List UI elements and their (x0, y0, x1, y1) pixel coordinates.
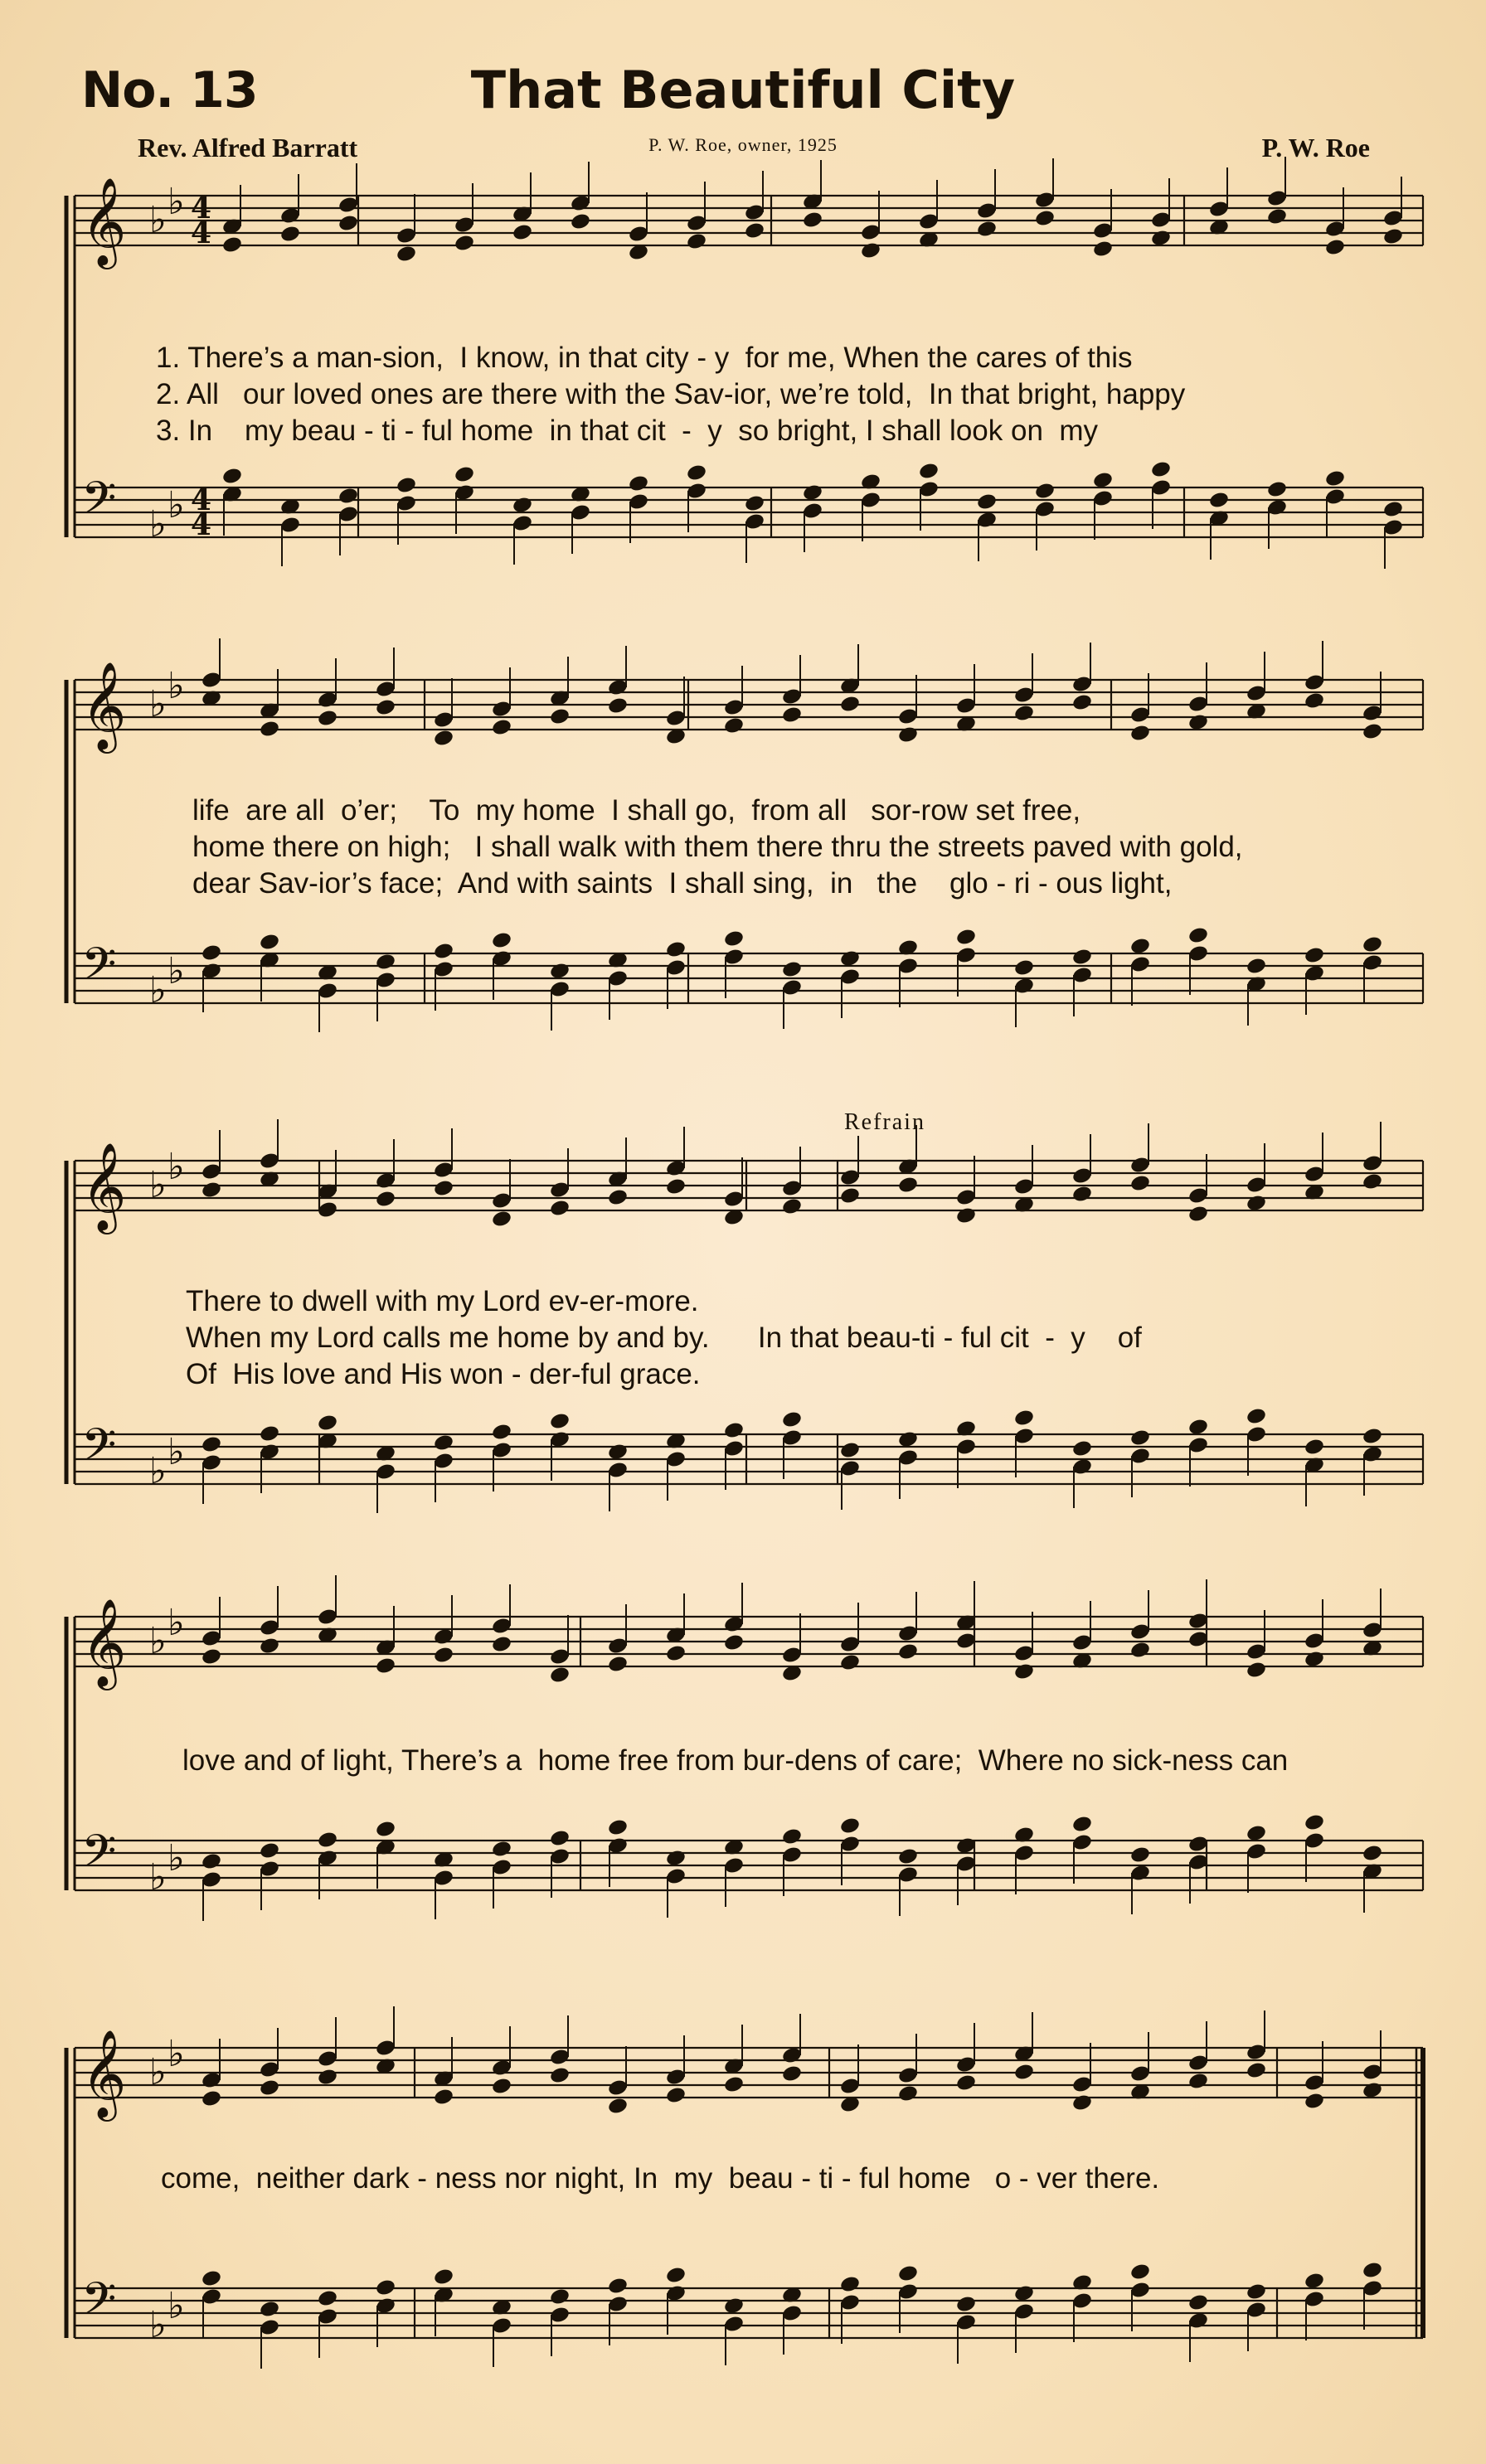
note-head (1246, 2282, 1267, 2302)
note-head (1129, 1174, 1151, 1193)
note-head (1362, 1427, 1383, 1446)
flat-icon: ♭ (149, 1450, 167, 1492)
note-head (744, 494, 765, 513)
note-head (259, 720, 280, 739)
note-head (1187, 713, 1209, 732)
note-head (375, 953, 396, 972)
note-head (665, 1177, 687, 1196)
lyric-line: life are all o’er; To my home I shall go, from all sor-row set free, (192, 794, 1081, 827)
note-head (1246, 1824, 1267, 1843)
note-head (1266, 207, 1288, 226)
note-head (802, 483, 823, 502)
note-head (221, 467, 243, 486)
note-head (549, 2066, 571, 2085)
note-head (1071, 2093, 1093, 2112)
flat-icon: ♭ (168, 484, 185, 526)
bass-clef-icon: 𝄢 (81, 2272, 117, 2336)
time-signature: 4 (191, 216, 212, 250)
note-head (317, 2289, 338, 2308)
note-head (491, 1840, 512, 1859)
flat-icon: ♭ (168, 1146, 185, 1188)
note-head (1034, 482, 1056, 501)
note-head (723, 716, 745, 735)
note-head (1071, 1439, 1093, 1458)
note-head (1246, 1661, 1267, 1680)
note-head (839, 1186, 861, 1205)
note-head (317, 709, 338, 728)
note-head (723, 929, 745, 948)
note-head (1304, 2272, 1325, 2291)
note-head (549, 1666, 571, 1685)
flat-icon: ♭ (168, 1431, 185, 1473)
note-head (1382, 227, 1404, 246)
note-head (781, 960, 803, 979)
note-head (781, 1827, 803, 1846)
note-head (1362, 1172, 1383, 1191)
note-head (201, 2269, 222, 2288)
flat-icon: ♭ (149, 2304, 167, 2346)
note-head (375, 1656, 396, 1676)
note-head (1187, 1205, 1209, 1224)
note-head (897, 725, 919, 745)
bass-clef-icon: 𝄢 (81, 472, 117, 536)
note-head (259, 2078, 280, 2098)
note-head (1013, 2284, 1035, 2303)
note-head (918, 462, 940, 481)
flat-icon: ♭ (168, 1837, 185, 1880)
note-head (259, 1637, 280, 1656)
note-head (570, 212, 591, 231)
flat-icon: ♭ (149, 683, 167, 725)
note-head (1304, 946, 1325, 965)
note-head (259, 933, 280, 952)
note-head (1187, 1418, 1209, 1437)
note-head (607, 1818, 629, 1837)
note-head (491, 1635, 512, 1654)
note-head (549, 962, 571, 981)
note-head (375, 1190, 396, 1209)
note-head (686, 232, 707, 251)
note-head (1324, 238, 1346, 257)
note-head (723, 1633, 745, 1652)
note-head (1362, 935, 1383, 954)
note-head (897, 1430, 919, 1449)
note-head (897, 1847, 919, 1866)
lyric-line: 1. There’s a man-sion, I know, in that city - y for me, When the cares of this (156, 342, 1133, 374)
note-head (607, 696, 629, 715)
note-head (375, 698, 396, 717)
note-head (1071, 1185, 1093, 1204)
note-head (665, 1644, 687, 1663)
note-head (1362, 1844, 1383, 1863)
note-head (1187, 926, 1209, 945)
note-head (1208, 491, 1230, 510)
note-head (723, 1421, 745, 1440)
note-head (491, 1423, 512, 1442)
note-head (1246, 1407, 1267, 1426)
note-head (781, 1197, 803, 1216)
note-head (686, 463, 707, 483)
flat-icon: ♭ (149, 1164, 167, 1206)
note-head (955, 2074, 977, 2093)
note-head (1013, 958, 1035, 977)
note-head (1129, 1428, 1151, 1448)
treble-clef-icon: 𝄞 (81, 2029, 127, 2117)
note-head (549, 1412, 571, 1431)
note-head (744, 221, 765, 240)
flat-icon: ♭ (149, 199, 167, 241)
composer-credit: P. W. Roe (1261, 133, 1370, 162)
note-head (628, 474, 649, 493)
note-head (1246, 957, 1267, 976)
hymn-title: That Beautiful City (470, 60, 1016, 120)
note-head (665, 2086, 687, 2105)
lyric-line: dear Sav-ior’s face; And with saints I shall sing, in the glo - ri - ous light, (192, 867, 1173, 900)
note-head (781, 1410, 803, 1429)
time-signature: 4 (191, 483, 212, 517)
note-head (607, 2097, 629, 2116)
flat-icon: ♭ (168, 2285, 185, 2327)
note-head (491, 2077, 512, 2096)
note-head (665, 1849, 687, 1868)
note-head (317, 1831, 338, 1850)
note-head (839, 1816, 861, 1836)
flat-icon: ♭ (168, 1602, 185, 1644)
note-head (1304, 691, 1325, 711)
note-head (665, 2266, 687, 2285)
note-head (201, 1435, 222, 1454)
time-signature: 4 (191, 507, 212, 542)
flat-icon: ♭ (149, 2051, 167, 2093)
note-head (839, 695, 861, 714)
note-head (1092, 471, 1114, 490)
note-head (1013, 1409, 1035, 1428)
note-head (955, 1206, 977, 1225)
note-head (1071, 693, 1093, 712)
note-head (976, 220, 998, 239)
note-head (549, 1199, 571, 1218)
lyric-line: When my Lord calls me home by and by. In that beau-ti - ful cit - y of (186, 1322, 1142, 1354)
note-head (396, 476, 417, 495)
copyright-notice: P. W. Roe, owner, 1925 (648, 134, 838, 155)
note-head (1071, 1815, 1093, 1834)
hymn-number: No. 13 (81, 61, 258, 119)
note-head (317, 1414, 338, 1433)
note-head (433, 2088, 454, 2107)
note-head (1013, 2063, 1035, 2082)
note-head (897, 1176, 919, 1195)
note-head (201, 2089, 222, 2108)
note-head (781, 2064, 803, 2083)
lyric-line: Of His love and His won - der-ful grace. (186, 1358, 701, 1390)
note-head (781, 706, 803, 725)
note-head (549, 707, 571, 726)
note-head (1071, 948, 1093, 967)
note-head (839, 1653, 861, 1672)
note-head (1362, 722, 1383, 741)
note-head (897, 2264, 919, 2283)
note-head (1187, 2293, 1209, 2312)
lyric-line: 2. All our loved ones are there with the Sav-ior, we’re told, In that bright, happy (156, 378, 1186, 410)
note-head (723, 2297, 745, 2316)
treble-clef-icon: 𝄞 (81, 661, 127, 749)
note-head (259, 2300, 280, 2319)
note-head (1246, 2061, 1267, 2080)
lyricist-credit: Rev. Alfred Barratt (138, 133, 358, 162)
note-head (433, 1179, 454, 1198)
note-head (607, 1443, 629, 1462)
note-head (491, 718, 512, 737)
note-head (201, 1647, 222, 1666)
treble-clef-icon: 𝄞 (81, 1598, 127, 1686)
flat-icon: ♭ (168, 665, 185, 707)
note-head (1304, 2092, 1325, 2111)
note-head (221, 235, 243, 255)
note-head (607, 1188, 629, 1207)
note-head (976, 492, 998, 512)
note-head (375, 1820, 396, 1839)
note-head (802, 211, 823, 230)
note-head (1129, 937, 1151, 956)
note-head (723, 2075, 745, 2094)
note-head (201, 1181, 222, 1200)
lyric-line: There to dwell with my Lord ev-er-more. (186, 1285, 699, 1317)
bass-clef-icon: 𝄢 (81, 1419, 117, 1482)
note-head (1246, 1194, 1267, 1213)
note-head (338, 214, 359, 233)
note-head (1150, 229, 1172, 248)
lyric-line: home there on high; I shall walk with them there thru the streets paved with gold, (192, 831, 1243, 863)
note-head (839, 949, 861, 968)
note-head (1362, 2081, 1383, 2100)
note-head (201, 1852, 222, 1871)
note-head (259, 1424, 280, 1443)
note-head (1304, 1813, 1325, 1832)
note-head (1324, 469, 1346, 488)
refrain-label: Refrain (844, 1109, 925, 1135)
note-head (1150, 460, 1172, 479)
note-head (839, 1441, 861, 1460)
note-head (491, 931, 512, 950)
note-head (512, 496, 533, 515)
note-head (433, 1433, 454, 1453)
note-head (454, 465, 475, 484)
note-head (839, 2275, 861, 2294)
note-head (259, 1841, 280, 1860)
note-head (375, 2278, 396, 2297)
note-head (491, 1210, 512, 1229)
note-head (1266, 480, 1288, 499)
note-head (201, 943, 222, 963)
note-head (860, 241, 881, 260)
bass-clef-icon: 𝄢 (81, 1825, 117, 1889)
note-head (665, 940, 687, 959)
note-head (1304, 1438, 1325, 1457)
note-head (1362, 2261, 1383, 2280)
treble-clef-icon: 𝄞 (81, 1142, 127, 1230)
flat-icon: ♭ (168, 2033, 185, 2075)
note-head (1013, 1662, 1035, 1681)
note-head (279, 225, 301, 244)
note-head (433, 1646, 454, 1665)
lyric-line: 3. In my beau - ti - ful home in that cit - y so bright, I shall look on my (156, 415, 1099, 447)
note-head (433, 729, 454, 748)
note-head (433, 2268, 454, 2287)
note-head (1382, 500, 1404, 519)
note-head (1129, 724, 1151, 743)
flat-icon: ♭ (168, 950, 185, 992)
lyric-line: come, neither dark - ness nor night, In my beau - ti - ful home o - ver there. (161, 2162, 1160, 2195)
note-head (1129, 2263, 1151, 2282)
note-head (897, 1642, 919, 1661)
note-head (1187, 2072, 1209, 2091)
note-head (549, 1829, 571, 1848)
note-head (433, 942, 454, 961)
time-signature: 4 (191, 191, 212, 226)
note-head (338, 487, 359, 506)
note-head (396, 245, 417, 264)
note-head (1013, 704, 1035, 723)
note-head (317, 2068, 338, 2087)
note-head (607, 1655, 629, 1674)
flat-icon: ♭ (168, 181, 185, 223)
note-head (1304, 1650, 1325, 1669)
note-head (454, 234, 475, 253)
bass-clef-icon: 𝄢 (81, 938, 117, 1002)
note-head (549, 2287, 571, 2306)
flat-icon: ♭ (149, 503, 167, 546)
note-head (607, 2277, 629, 2296)
note-head (512, 223, 533, 242)
lyric-line: love and of light, There’s a home free from bur-dens of care; Where no sick-ness can (182, 1744, 1289, 1777)
note-head (897, 2084, 919, 2103)
note-head (955, 928, 977, 947)
treble-clef-icon: 𝄞 (81, 177, 127, 265)
note-head (955, 2295, 977, 2314)
note-head (1034, 209, 1056, 228)
flat-icon: ♭ (149, 969, 167, 1011)
note-head (1129, 1846, 1151, 1865)
note-head (1092, 240, 1114, 259)
flat-icon: ♭ (149, 1620, 167, 1662)
flat-icon: ♭ (149, 1856, 167, 1899)
note-head (1129, 1641, 1151, 1660)
